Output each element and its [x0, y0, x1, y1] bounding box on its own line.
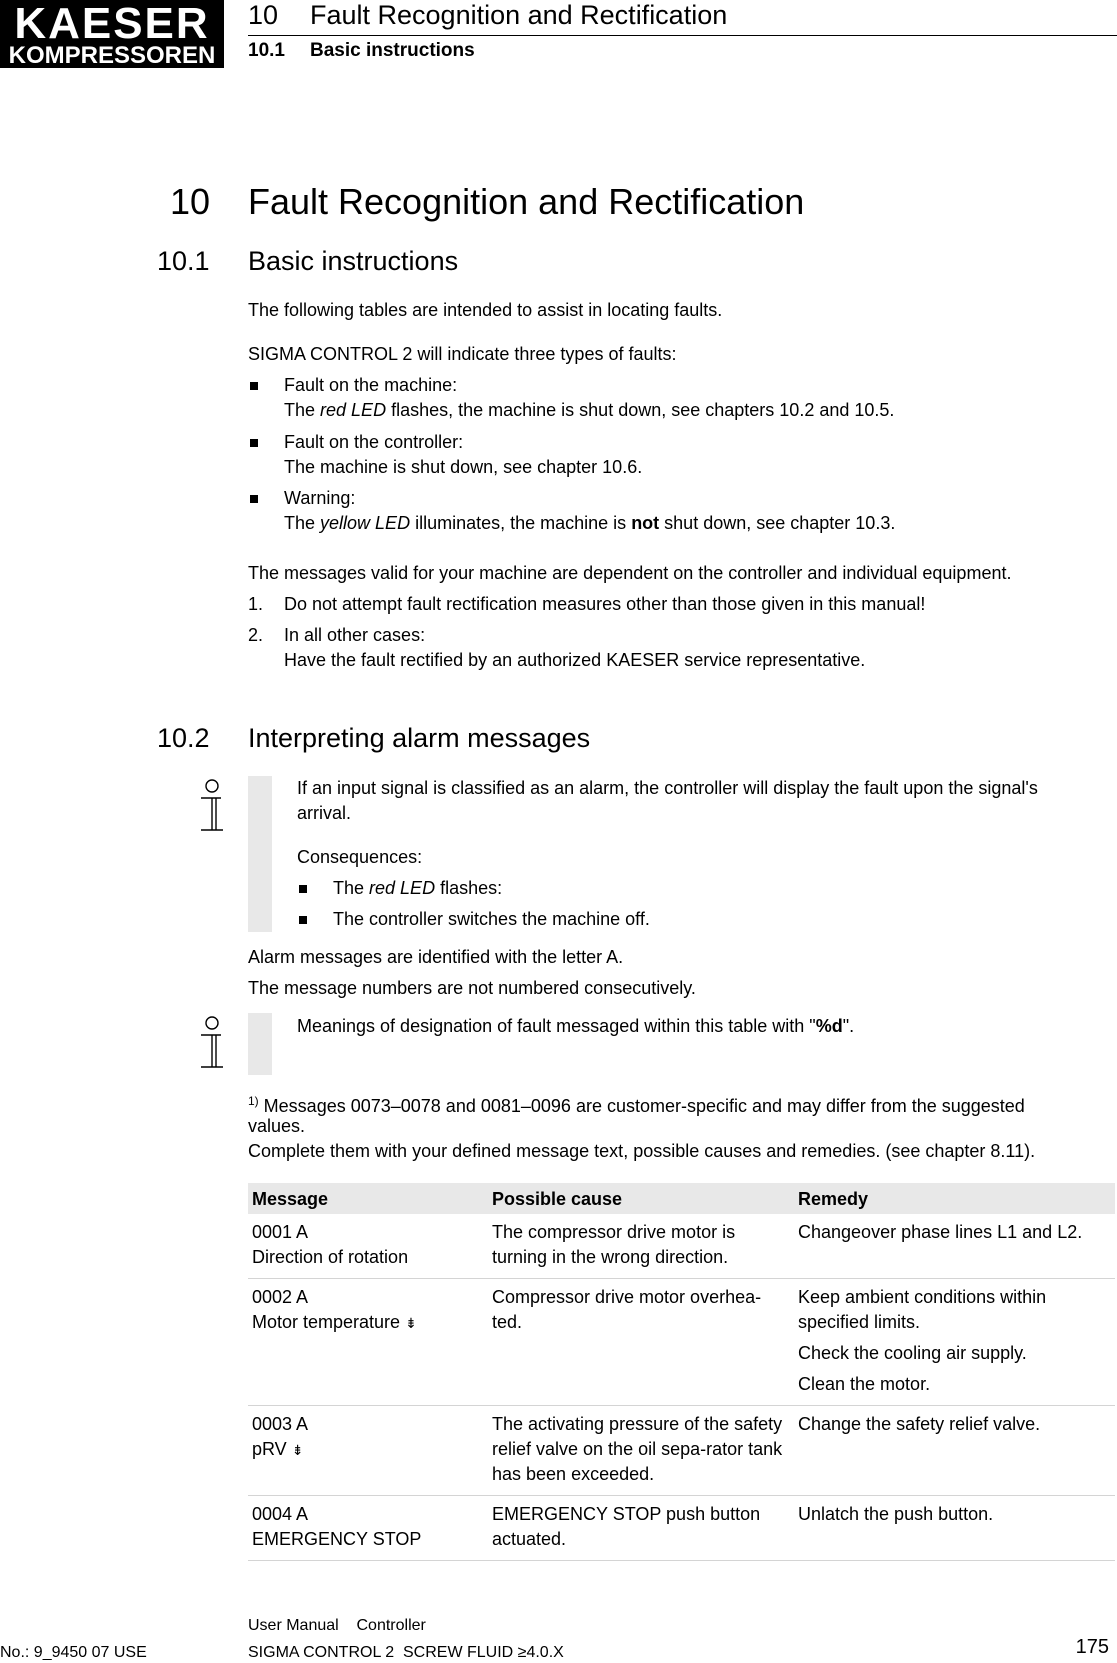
- col-header-remedy: Remedy: [794, 1183, 1115, 1214]
- header-rule: [248, 35, 1117, 36]
- col-header-cause: Possible cause: [488, 1183, 794, 1214]
- not-consecutive-paragraph: The message numbers are not numbered consecutively.: [248, 978, 696, 998]
- consequences-label: Consequences:: [297, 847, 423, 867]
- table-header-row: [248, 1183, 1115, 1214]
- message-title: Motor temperature: [252, 1312, 401, 1332]
- remedy-item: Change the safety relief valve.: [798, 1414, 1041, 1434]
- parameter-symbol-icon: ⇟: [405, 1315, 417, 1331]
- remedy-cell: [794, 1406, 1115, 1496]
- remedy-cell: [794, 1214, 1115, 1279]
- step-1-text: Do not attempt fault rectification measures other than those given in this manual!: [284, 594, 926, 614]
- text-run: flashes, the machine is shut down, see chapters 10.2 and 10.5.: [386, 400, 895, 420]
- square-bullet-icon: [299, 916, 307, 924]
- message-cell: [248, 1214, 488, 1279]
- note-designation: [297, 1014, 854, 1039]
- fault-type-controller-desc: The machine is shut down, see chapter 10.6.: [284, 457, 643, 477]
- text-run: Meanings of designation of fault messaged within this table with ": [297, 1016, 816, 1036]
- footer-manual: User Manual: [248, 1617, 339, 1634]
- chapter-title: Fault Recognition and Rectification: [248, 181, 805, 222]
- square-bullet-icon: [250, 439, 258, 447]
- remedy-item: Changeover phase lines L1 and L2.: [798, 1222, 1083, 1242]
- text-run: shut down, see chapter 10.3.: [659, 513, 896, 533]
- text-run: The: [284, 513, 321, 533]
- message-title-line: [252, 1527, 484, 1552]
- messages-valid-paragraph: The messages valid for your machine are dependent on the controller and individual equipment.: [248, 563, 1012, 583]
- text-run: flashes:: [435, 878, 503, 898]
- text-run: Messages 0073–0078 and 0081–0096 are customer-specific and may differ from the suggested: [258, 1096, 1025, 1116]
- message-title: EMERGENCY STOP: [252, 1529, 422, 1549]
- message-cell: [248, 1406, 488, 1496]
- square-bullet-icon: [250, 495, 258, 503]
- kaeser-logo: [0, 0, 224, 68]
- message-cell: [248, 1496, 488, 1561]
- remedy-cell: [794, 1279, 1115, 1406]
- text-run: The: [333, 878, 370, 898]
- fault-types-intro: SIGMA CONTROL 2 will indicate three types of faults:: [248, 344, 677, 364]
- running-header-section-title: Basic instructions: [310, 40, 475, 61]
- yellow-led-text: yellow LED: [320, 513, 411, 533]
- step-2-line1: In all other cases:: [284, 625, 426, 645]
- section-10-2-title: Interpreting alarm messages: [248, 723, 591, 753]
- remedy-item: Keep ambient conditions within specified limits.: [798, 1287, 1047, 1332]
- message-title: pRV: [252, 1439, 287, 1459]
- fault-type-controller-label: Fault on the controller:: [284, 432, 464, 452]
- note-bar: [248, 776, 272, 932]
- text-run: illuminates, the machine is: [410, 513, 632, 533]
- table-row: [248, 1279, 1115, 1406]
- message-title-line: [252, 1310, 484, 1336]
- page-number: 175: [1075, 1636, 1109, 1658]
- message-code: 0004 A: [252, 1504, 309, 1524]
- table-row: [248, 1214, 1115, 1279]
- footer-doc-number: No.: 9_9450 07 USE: [0, 1644, 147, 1661]
- footer-product: SIGMA CONTROL 2 SCREW FLUID ≥4.0.X: [248, 1644, 564, 1661]
- alarm-table: [248, 1183, 1115, 1561]
- message-code: 0003 A: [252, 1414, 309, 1434]
- cause-cell: EMERGENCY STOP push button actuated.: [488, 1496, 794, 1561]
- step-2-line2: Have the fault rectified by an authorized KAESER service representative.: [284, 650, 866, 670]
- remedy-item: Check the cooling air supply.: [798, 1343, 1027, 1363]
- note-alarm-line2: arrival.: [297, 803, 352, 823]
- not-emphasis: not: [631, 513, 660, 533]
- red-led-text: red LED: [320, 400, 387, 420]
- remedy-item: Clean the motor.: [798, 1374, 931, 1394]
- step-2-number: 2.: [248, 625, 264, 645]
- designation-symbol: %d: [815, 1016, 843, 1036]
- section-10-2-number: 10.2: [157, 723, 210, 753]
- running-header-section: [248, 40, 475, 62]
- message-code: 0001 A: [252, 1222, 309, 1242]
- note-alarm-line1: If an input signal is classified as an alarm, the controller will display the fault upon the signal's: [297, 778, 1038, 798]
- cause-cell: Compressor drive motor overhea-ted.: [488, 1279, 794, 1406]
- step-1-number: 1.: [248, 594, 264, 614]
- running-header-chapter-title: Fault Recognition and Rectification: [310, 0, 728, 30]
- text-run: ".: [842, 1016, 855, 1036]
- running-header-section-num: 10.1: [248, 40, 285, 61]
- section-10-1-number: 10.1: [157, 246, 210, 276]
- running-header-chapter-num: 10: [248, 0, 279, 30]
- message-title-line: [252, 1245, 484, 1270]
- square-bullet-icon: [250, 382, 258, 390]
- footnote-line2: values.: [248, 1116, 306, 1136]
- table-row: [248, 1406, 1115, 1496]
- footnote-line3: Complete them with your defined message text, possible causes and remedies. (see chapter 8.11).: [248, 1141, 1036, 1161]
- logo-line2: KOMPRESSOREN: [8, 42, 216, 69]
- message-cell: [248, 1279, 488, 1406]
- message-title-line: [252, 1437, 484, 1463]
- section-10-1-title: Basic instructions: [248, 246, 459, 276]
- remedy-item: Unlatch the push button.: [798, 1504, 994, 1524]
- fault-type-machine-label: Fault on the machine:: [284, 375, 458, 395]
- consequence-red-led-text: [333, 876, 502, 901]
- logo-line1: KAESER: [14, 0, 210, 48]
- fault-type-machine-desc: [284, 398, 894, 423]
- remedy-cell: [794, 1496, 1115, 1561]
- message-code: 0002 A: [252, 1287, 309, 1307]
- alarm-letter-paragraph: Alarm messages are identified with the letter A.: [248, 947, 624, 967]
- fault-type-warning-label: Warning:: [284, 488, 356, 508]
- consequence-machine-off-text: The controller switches the machine off.: [333, 909, 650, 929]
- text-run: The: [284, 400, 321, 420]
- running-header-chapter: [248, 0, 727, 30]
- fault-type-warning-desc: [284, 511, 895, 536]
- intro-paragraph: The following tables are intended to assist in locating faults.: [248, 300, 723, 320]
- footnote-line1: [248, 1089, 1025, 1119]
- chapter-number: 10: [170, 181, 211, 222]
- message-title: Direction of rotation: [252, 1247, 409, 1267]
- cause-cell: The activating pressure of the safety relief valve on the oil sepa-rator tank has been exceeded.: [488, 1406, 794, 1496]
- note-bar: [248, 1013, 272, 1075]
- cause-cell: The compressor drive motor is turning in the wrong direction.: [488, 1214, 794, 1279]
- square-bullet-icon: [299, 885, 307, 893]
- red-led-text: red LED: [369, 878, 436, 898]
- footnote-mark: 1): [248, 1094, 259, 1108]
- parameter-symbol-icon: ⇟: [291, 1442, 304, 1458]
- col-header-message: Message: [248, 1183, 488, 1214]
- info-icon: [197, 1015, 227, 1075]
- info-icon: [197, 778, 227, 838]
- table-row: [248, 1496, 1115, 1561]
- footer-manual-line: [248, 1616, 426, 1636]
- footer-controller: Controller: [356, 1617, 426, 1634]
